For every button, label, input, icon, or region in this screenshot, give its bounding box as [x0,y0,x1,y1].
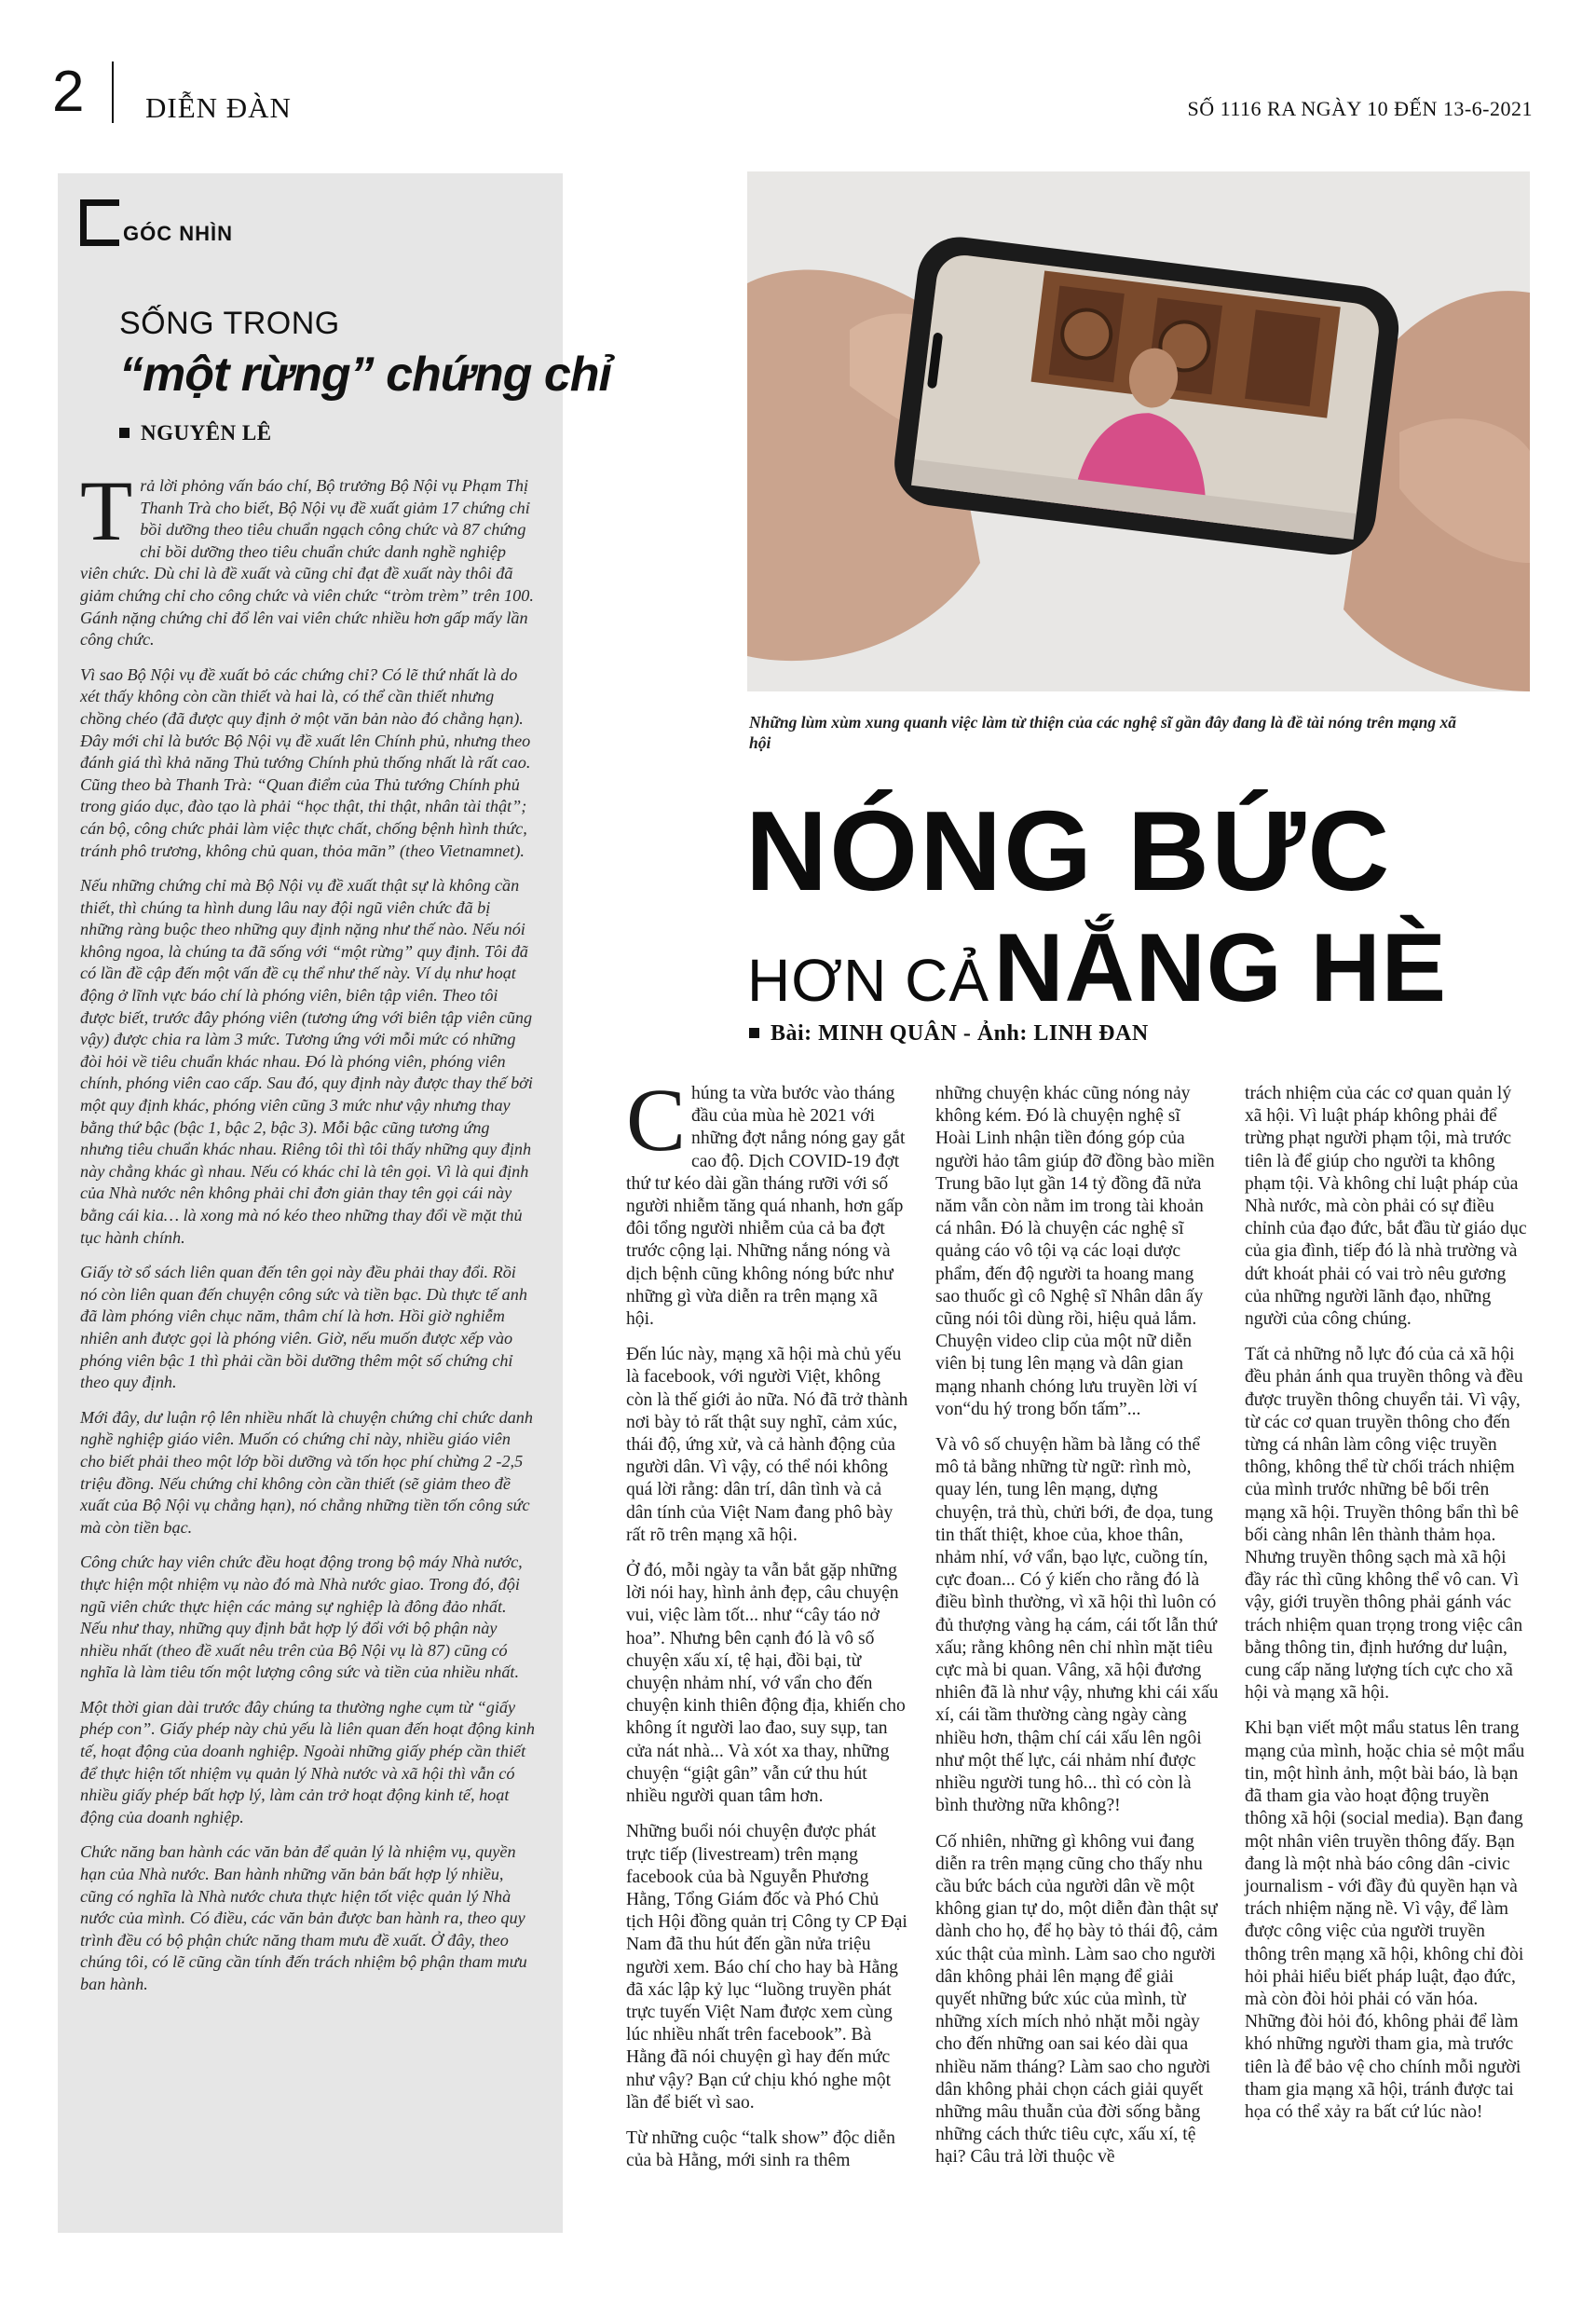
sidebar-paragraph-text: rả lời phỏng vấn báo chí, Bộ trưởng Bộ Nội vụ Phạm Thị Thanh Trà cho biết, Bộ Nội vụ đề xuất giảm 17 chứng chỉ bồi dưỡng theo tiêu chuẩn ngạch công chức và 87 chứng chỉ bồi dưỡng theo tiêu chuẩn chức danh nghề nghiệp viên chức. Dù chỉ là đề xuất và cũng chỉ đạt đề xuất này thôi đã giảm chứng chỉ cho công chức và viên chức “tròm trèm” trên 100. Gánh nặng chứng chỉ đổ lên vai viên chức nhiều hơn gấp mấy lần công chức. [80,476,534,650]
article-paragraph-text: húng ta vừa bước vào tháng đầu của mùa hè 2021 với những đợt nắng nóng gay gắt cao độ. Dịch COVID-19 đợt thứ tư kéo dài gần tháng rưỡi với số người nhiễm tăng quá nhanh, hơn gấp đôi tổng người nhiễm của cả ba đợt trước cộng lại. Những nắng nóng và dịch bệnh cũng không nóng bức như những gì vừa diễn ra trên mạng xã hội. [626,1084,906,1330]
sidebar-paragraph: Giấy tờ sổ sách liên quan đến tên gọi này đều phải thay đổi. Rồi nó còn liên quan đến chuyện công sức và tiền bạc. Dù thực tế anh đã làm phóng viên chục năm, thâm chí là hơn. Hồi giờ nghiễm nhiên anh được gọi là phóng viên. Giờ, nếu muốn được xếp vào phóng viên bậc 1 thì phải cần bồi dưỡng thêm một số chứng chỉ theo quy định. [80,1263,527,1392]
sidebar-author-name: NGUYÊN LÊ [141,421,272,445]
article-column-3 [1245,1083,1528,2137]
article-paragraph: Từ những cuộc “talk show” độc diễn của bà Hằng, mới sinh ra thêm [626,2127,895,2171]
bullet-square-icon [119,428,130,438]
article-column-1 [626,1070,909,2185]
sidebar-paragraph: Một thời gian dài trước đây chúng ta thường nghe cụm từ “giấy phép con”. Giấy phép này chủ yếu là liên quan đến hoạt động kinh tế, hoạt động của doanh nghiệp. Ngoài những giấy phép cần thiết để thực hiện tốt nhiệm vụ quản lý Nhà nước và xã hội thì vẫn có nhiều giấy phép bất hợp lý, làm cản trở hoạt động kinh tế, hoạt động của doanh nghiệp. [80,1697,535,1826]
article-paragraph: Những buổi nói chuyện được phát trực tiếp (livestream) trên mạng facebook của bà Nguyễn Phương Hằng, Tổng Giám đốc và Phó Chủ tịch Hội đồng quản trị Công ty CP Đại Nam đã thu hút đến gần nửa triệu người xem. Báo chí cho hay bà Hằng đã xác lập kỷ lục “luồng truyền phát trực tuyến Việt Nam được xem cùng lúc nhiều nhất trên facebook”. Bà Hằng đã nói chuyện gì hay đến mức như vậy? Bạn cứ chịu khó nghe một lần để biết vì sao. [626,1822,907,2113]
phone-in-hands-illustration [747,171,1530,691]
issue-info: SỐ 1116 RA NGÀY 10 ĐẾN 13-6-2021 [1187,97,1533,120]
column-mark-cap [80,199,119,206]
sidebar-paragraph: Mới đây, dư luận rộ lên nhiều nhất là chuyện chứng chỉ chức danh nghề nghiệp giáo viên. Muốn có chứng chỉ này, nhiều giáo viên cho biết phải theo một lớp bồi dưỡng và tốn học phí chừng 2 -2,5 triệu đồng. Nếu chứng chỉ không còn cần thiết (sẽ giảm theo đề xuất của Bộ Nội vụ chẳng hạn), nó chẳng những tiền tốn công sức mà còn tiền bạc. [80,1407,533,1537]
article-dropcap: C [626,1070,687,1170]
sidebar-body [80,463,535,2009]
article-photo [747,171,1530,691]
article-paragraph [626,1070,909,1331]
article-paragraph: Tất cả những nỗ lực đó của cả xã hội đều phản ánh qua truyền thông và đều được truyền thông chuyển tải. Vì vậy, từ các cơ quan truyền thông cho đến từng cá nhân làm công việc truyền thông, không thể từ chối trách nhiệm của mình trước những bê bối trên mạng xã hội. Truyền thông bẩn thì bê bối càng nhân lên thành thảm họa. Nhưng truyền thông sạch mà xã hội đầy rác thì cũng không thể vô can. Vì vậy, giới truyền thông phải gánh vác trách nhiệm quan trọng trong việc cân bằng thông tin, định hướng dư luận, cung cấp năng lượng tích cực cho xã hội và mạng xã hội. [1245,1345,1523,1703]
bullet-square-icon [749,1028,759,1038]
headline-line2 [747,913,1447,1024]
header-divider [112,62,114,123]
photo-caption: Những lùm xùm xung quanh việc làm từ thiện của các nghệ sĩ gần đây đang là đề tài nóng trên mạng xã hội [749,713,1457,752]
section-name: DIỄN ĐÀN [145,91,292,124]
headline-line2-small: HƠN CẢ [747,947,989,1014]
sidebar-dropcap: T [80,463,133,558]
article-paragraph: những chuyện khác cũng nóng nảy không kém. Đó là chuyện nghệ sĩ Hoài Linh nhận tiền đóng góp của người hảo tâm giúp đỡ đồng bào miền Trung bão lụt gần 14 tỷ đồng đã nửa năm vẫn còn nằm im trong tài khoản cá nhân. Đó là chuyện các nghệ sĩ quảng cáo vô tội vạ các loại dược phẩm, đến độ người ta hoang mang sao thuốc gì cô Nghệ sĩ Nhân dân ấy cũng nói tôi dùng rồi, hiệu quả lắm. Chuyện video clip của một nữ diễn viên bị tung lên mạng và dân gian mạng nhanh chóng lưu truyền lời ví von“du hý trong bốn tấm”... [935,1084,1215,1419]
sidebar-paragraph: Công chức hay viên chức đều hoạt động trong bộ máy Nhà nước, thực hiện một nhiệm vụ nào đó mà Nhà nước giao. Trong đó, đội ngũ viên chức thực hiện các mảng sự nghiệp là đông đảo nhất. Nếu như thay, những quy định bắt hợp lý đổi với bộ phận này nhiều nhất (theo đề xuất nêu trên của Bộ Nội vụ là 87) cũng có nghĩa là làm tiêu tốn một lượng công sức và tiền của nhiều nhất. [80,1553,523,1682]
article-byline [749,1021,1149,1047]
page-number: 2 [52,60,85,124]
article-paragraph: Ở đó, mỗi ngày ta vẫn bắt gặp những lời nói hay, hình ảnh đẹp, câu chuyện vui, việc làm tốt... như “cây táo nở hoa”. Nhưng bên cạnh đó là vô số chuyện xấu xí, tệ hại, đồi bại, từ chuyện nhảm nhí, vớ vẩn cho đến chuyện kinh thiên động địa, khiến cho không ít người lao đao, suy sụp, tan cửa nát nhà... Và xót xa thay, những chuyện “giật gân” vẫn cứ thu hút nhiều người quan tâm hơn. [626,1561,906,1807]
sidebar-title-line1: SỐNG TRONG [119,306,340,341]
sidebar-title-line2: “một rừng” chứng chỉ [119,348,612,402]
article-paragraph: Khi bạn viết một mẩu status lên trang mạng của mình, hoặc chia sẻ một mẩu tin, một hình ảnh, một bài báo, là bạn đã tham gia vào hoạt động truyền thông xã hội (social media). Bạn đang một nhân viên truyền thông đấy. Bạn đang là một nhà báo công dân -civic journalism - với đầy đủ quyền hạn và trách nhiệm nặng nề. Vì vậy, để làm được công việc của người truyền thông trên mạng xã hội, không chỉ đòi hỏi phải hiểu biết pháp luật, đạo đức, mà còn đòi hỏi phải có văn hóa. Những đòi hỏi đó, không phải để làm khó những người tham gia, mà trước tiên là để bảo vệ cho chính mỗi người tham gia mạng xã hội, tránh được tai họa có thể xảy ra bất cứ lúc nào! [1245,1718,1525,2122]
headline-line1: NÓNG BỨC [745,787,1392,914]
sidebar-paragraph: Vì sao Bộ Nội vụ đề xuất bỏ các chứng chỉ? Có lẽ thứ nhất là do xét thấy không còn cần thiết và hai là, có thể cần thiết nhưng chồng chéo (đã được quy định ở một văn bản nào đó chẳng hạn). Đây mới chỉ là bước Bộ Nội vụ đề xuất lên Chính phủ, nhưng theo đánh giá thì khả năng Thủ tướng Chính phủ thống nhất là rất cao. Cũng theo bà Thanh Trà: “Quan điểm của Thủ tướng Chính phủ trong giáo dục, đào tạo là phải “học thật, thi thật, nhân tài thật”; cán bộ, công chức phải làm việc thực chất, chống bệnh hình thức, tránh phô trương, không chủ quan, thỏa mãn” (theo Vietnamnet). [80,664,531,860]
sidebar-paragraph [80,463,535,651]
sidebar-author [119,421,272,445]
column-label: GÓC NHÌN [123,222,233,245]
article-paragraph: Và vô số chuyện hầm bà lằng có thể mô tả bằng những từ ngữ: rình mò, quay lén, tung lên mạng, dựng chuyện, trả thù, chửi bới, đe dọa, tung tin thất thiệt, khoe của, khoe thân, nhảm nhí, vớ vẩn, bạo lực, cuồng tín, cực đoan... Có ý kiến cho rằng đó là điều bình thường, vì xã hội thì luôn có đủ thượng vàng hạ cám, cái tốt lẫn thứ xấu; rằng không nên chỉ nhìn mặt tiêu cực mà bi quan. Vâng, xã hội đương nhiên đã là như vậy, nhưng khi cái xấu xí, cái tầm thường càng ngày càng nhiều hơn, thậm chí cái xấu lên ngôi như một thế lực, cái nhảm nhí được nhiều người tung hô... thì có còn là bình thường nữa không?! [935,1435,1219,1816]
article-paragraph: Cố nhiên, những gì không vui đang diễn ra trên mạng cũng cho thấy nhu cầu bức bách của người dân về một không gian tự do, một diễn đàn thật sự dành cho họ, để họ bày tỏ thái độ, cảm xúc thật của mình. Làm sao cho người dân không phải lên mạng để giải quyết những bức xúc của mình, từ những xích mích nhỏ nhặt mỗi ngày cho đến những oan sai kéo dài qua nhiều năm tháng? Làm sao cho người dân không phải chọn cách giải quyết những mâu thuẫn của đời sống bằng những cách thức tiêu cực, xấu xí, tệ hại? Câu trả lời thuộc về [935,1831,1219,2168]
sidebar-paragraph: Chức năng ban hành các văn bản để quản lý là nhiệm vụ, quyền hạn của Nhà nước. Ban hành những văn bản bất hợp lý nhiều, cũng có nghĩa là Nhà nước chưa thực hiện tốt việc quản lý Nhà nước của mình. Có điều, các văn bản được ban hành ra, theo quy trình đều có bộ phận chức năng tham mưu đề xuất. Ở đây, theo chúng tôi, có lẽ cũng cần tính đến trách nhiệm bộ phận tham mưu ban hành. [80,1842,527,1993]
headline-line2-big: NẮNG HÈ [993,914,1448,1022]
column-mark-icon [80,199,119,246]
article-paragraph: trách nhiệm của các cơ quan quản lý xã hội. Vì luật pháp không phải để trừng phạt người phạm tội, mà trước tiên là để giúp cho người ta không phạm tội. Và không chỉ luật pháp của Nhà nước, mà còn phải có sự điều chỉnh của đạo đức, bắt đầu từ giáo dục của gia đình, tiếp đó là nhà trường và dứt khoát phải có vai trò nêu gương của những người lãnh đạo, những người của công chúng. [1245,1084,1527,1330]
article-paragraph: Đến lúc này, mạng xã hội mà chủ yếu là facebook, với người Việt, không còn là thế giới ảo nữa. Nó đã trở thành nơi bày tỏ rất thật suy nghĩ, cảm xúc, thái độ, ứng xử, và cả hành động của người dân. Vì vậy, có thể nói không quá lời rằng: dân trí, dân tình và cả dân tính của Việt Nam đang phô bày rất rõ trên mạng xã hội. [626,1345,908,1545]
article-byline-text: Bài: MINH QUÂN - Ảnh: LINH ĐAN [771,1021,1149,1046]
article-column-2 [935,1083,1219,2182]
sidebar-paragraph: Nếu những chứng chỉ mà Bộ Nội vụ đề xuất thật sự là không cần thiết, thì chúng ta hình dung lâu nay đội ngũ viên chức đã bị những ràng buộc theo những quy định nặng như thế nào. Nếu nói không ngoa, là chúng ta đã sống với “một rừng” quy định. Tôi đã có lần đề cập đến một vấn đề cụ thể như thế này. Ví dụ như hoạt động ở lĩnh vực báo chí là phóng viên, biên tập viên. Theo tôi được biết, trước đây phóng viên (tương ứng với biên tập viên cũng vậy) được chia ra làm 3 mức. Tương ứng với mỗi mức có những đòi hỏi về tiêu chuẩn khác nhau. Đó là phóng viên, phóng viên chính, phóng viên cao cấp. Sau đó, quy định này được thay thế bởi một quy định khác, phóng viên cũng 3 mức như vậy nhưng thay bằng thứ bậc (bậc 1, bậc 2, bậc 3). Mỗi bậc cũng tương ứng nhưng tiêu chuẩn khác nhau. Riêng tôi thì tôi thấy những quy định này chẳng khác gì nhau. Nếu có khác chỉ là tên gọi. Vì là qui định của Nhà nước nên không phải chỉ đơn giản thay tên gọi cái này bằng cái kia… là xong mà nó kéo theo những thay đổi về mặt thủ tục hành chính. [80,876,533,1247]
